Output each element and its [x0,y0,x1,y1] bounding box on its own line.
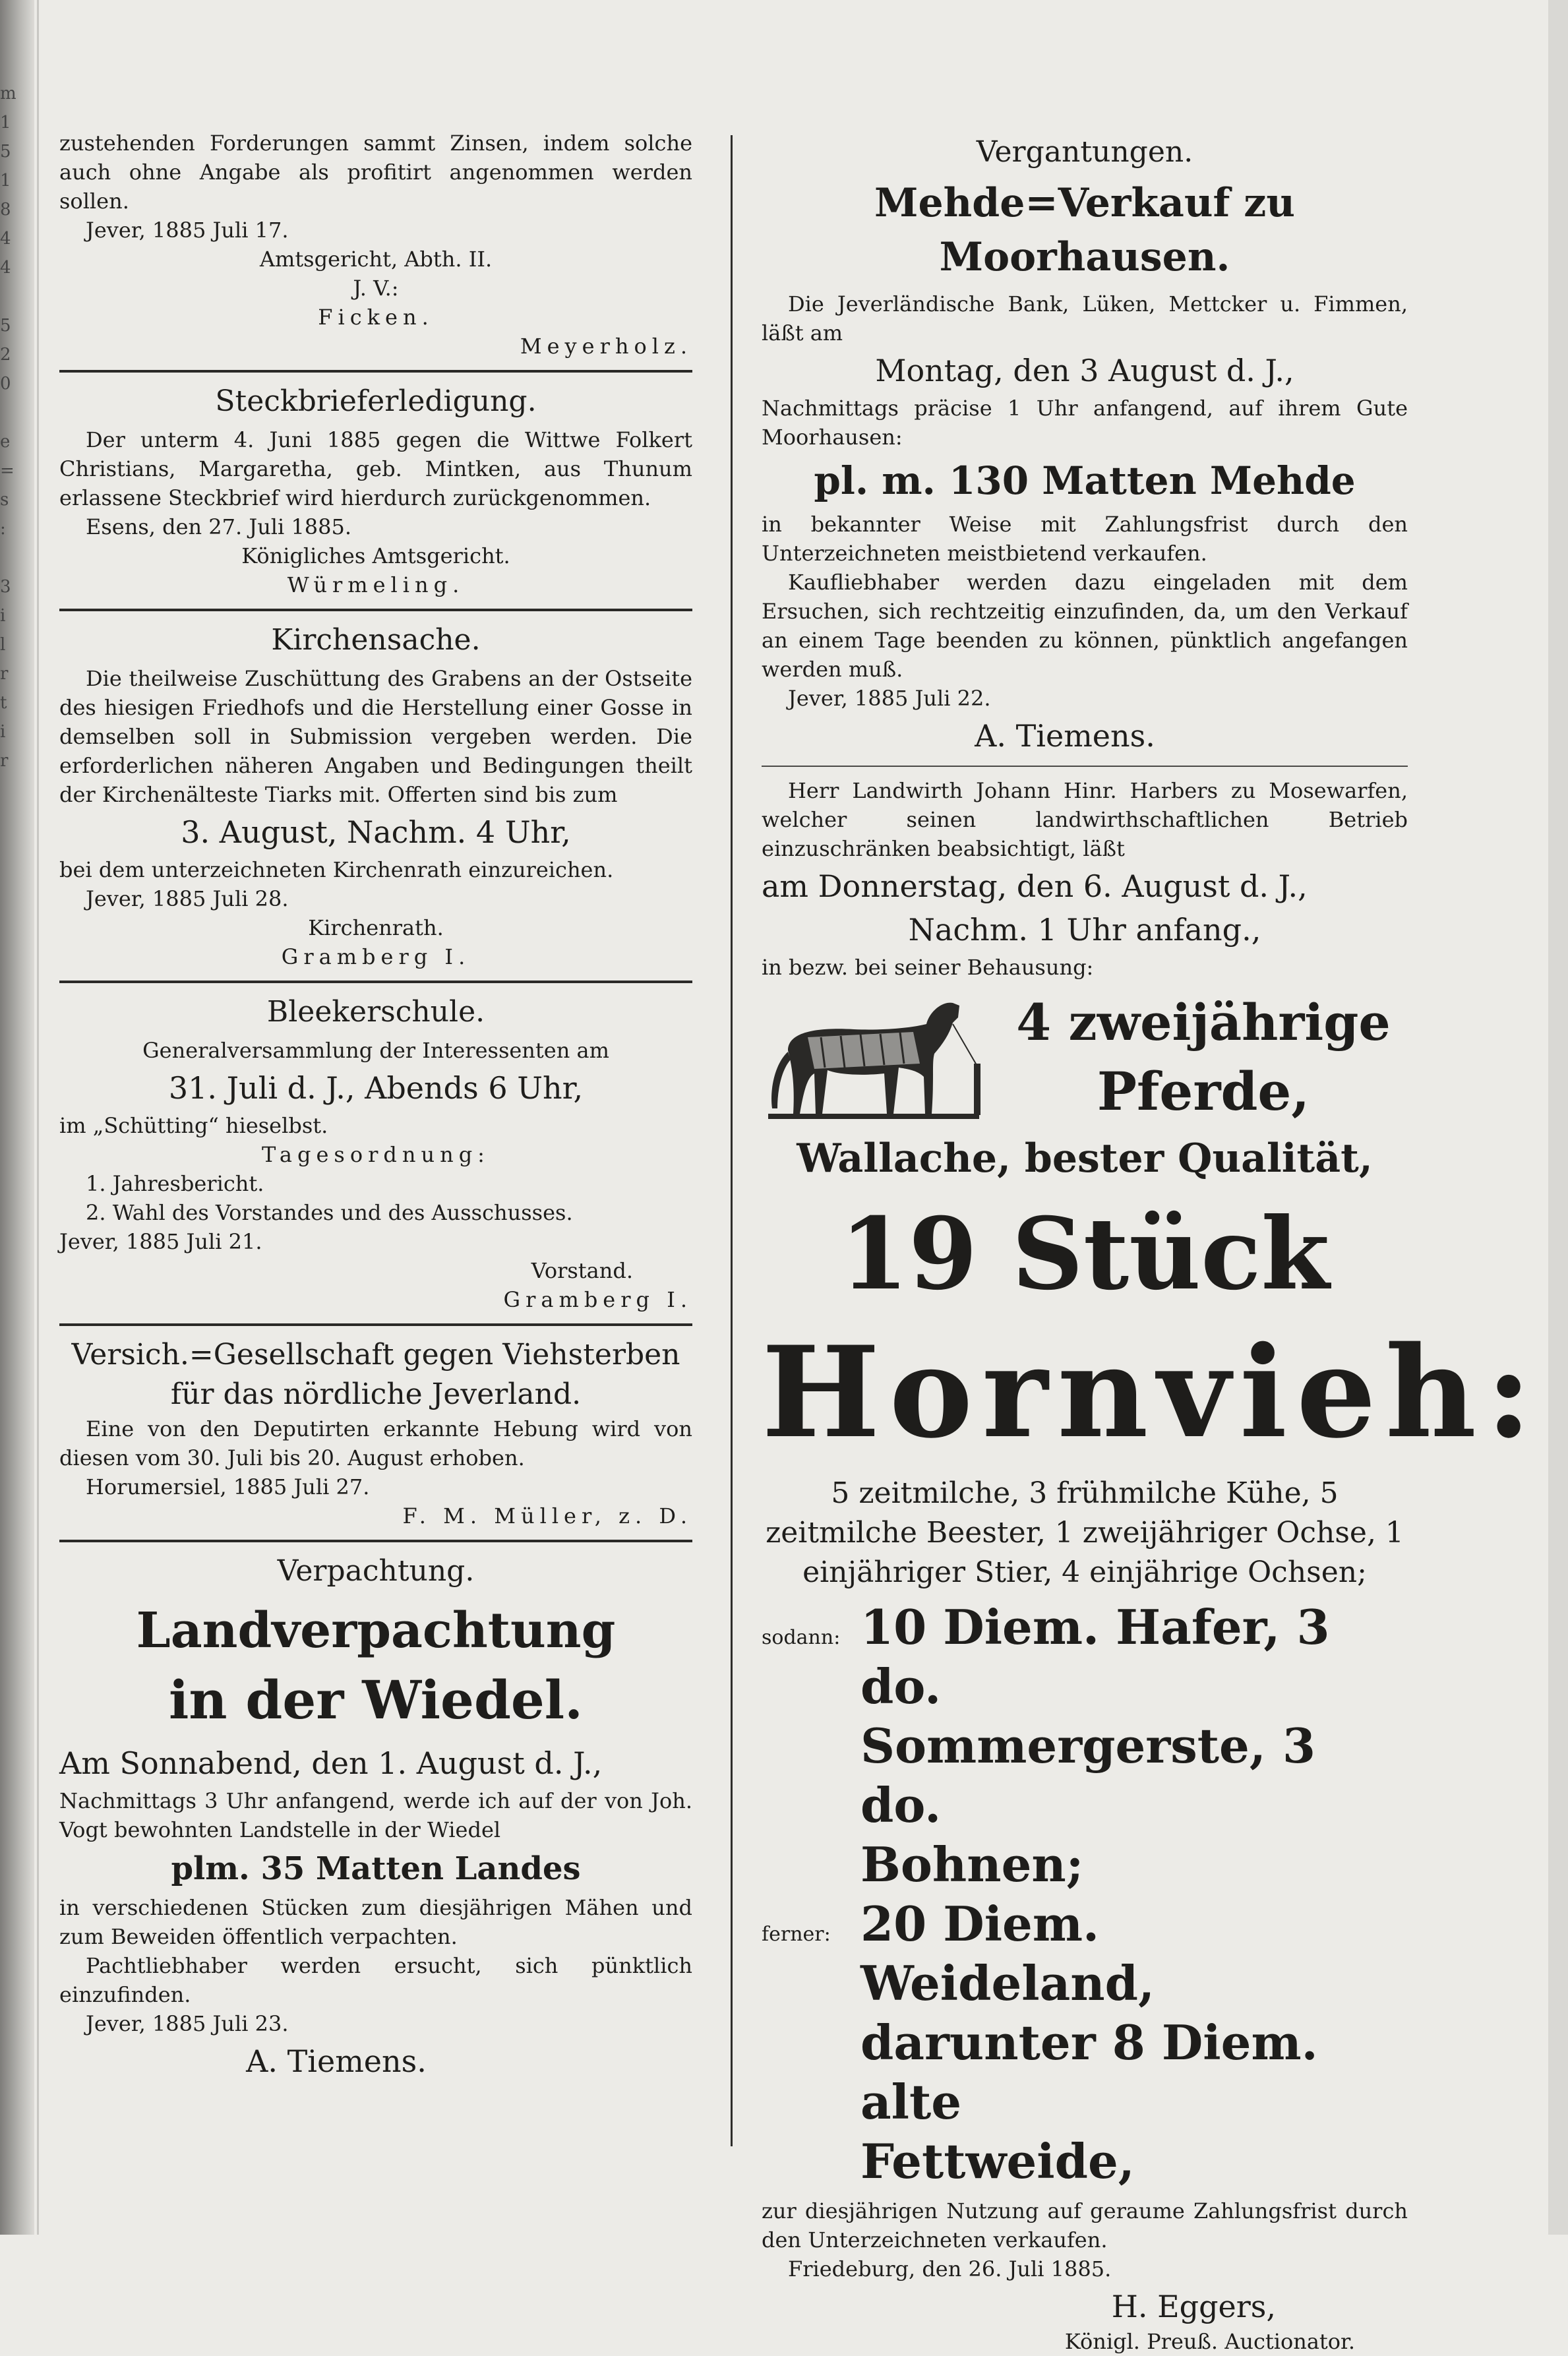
gutter-char: t [0,693,7,713]
verpachtung-headline-2: in der Wiedel. [168,1669,584,1731]
mehde-text-2: Nachmittags präcise 1 Uhr anfangend, auf ihrem Gute Moorhausen: [762,396,1408,450]
versich-title-1: Versich.=Gesellschaft gegen Viehsterben [71,1338,680,1372]
verpachtung-notice [59,1552,692,2082]
cattle-list: 5 zeitmilche, 3 frühmilche Kühe, 5 zeitmilche Beester, 1 zweijähriger Ochse, 1 einjähriger Stier, 4 einjährige Ochsen; [766,1476,1404,1589]
bleeker-agenda-item: 2. Wahl des Vorstandes und des Ausschusses. [86,1200,573,1225]
bleeker-title: Bleekerschule. [266,995,485,1029]
kirchen-notice [59,620,692,971]
horses-label: Pferde, [1097,1060,1310,1122]
gutter-char [0,543,26,572]
sodann-label: sodann: [762,1626,841,1649]
gutter-char: s [0,490,9,510]
harbers-when-1: am Donnerstag, den 6. August d. J., [762,868,1308,904]
bleeker-text: Generalversammlung der Interessenten am [142,1038,609,1063]
page-edge [37,0,39,2235]
section-rule [59,370,692,373]
bleeker-sig-board: Vorstand. [531,1258,633,1283]
harbers-notice [762,776,1542,2356]
versich-title-2: für das nördliche Jeverland. [170,1377,582,1411]
verpachtung-text-3: Pachtliebhaber werden ersucht, sich pünktlich einzufinden. [59,1953,692,2007]
gutter-char: 5 [0,316,11,336]
verpachtung-sig: A. Tiemens. [246,2043,427,2079]
bleeker-sig-name: Gramberg I. [503,1287,692,1312]
intro-text: zustehenden Forderungen sammt Zinsen, indem solche auch ohne Angabe als profitirt angenommen werden sollen. [59,131,692,214]
kirchen-sig-name: Gramberg I. [281,944,471,969]
harbers-sig-name: H. Eggers, [1111,2289,1276,2324]
section-rule [762,766,1408,767]
intro-sig-iv: J. V.: [353,276,399,301]
intro-date: Jever, 1885 Juli 17. [86,218,289,243]
mehde-amount: pl. m. 130 Matten Mehde [814,458,1356,503]
ferner-line-1: 20 Diem. Weideland, [860,1896,1155,2011]
verpachtung-lead: Am Sonnabend, den 1. August d. J., [59,1745,603,1781]
verpachtung-text-2: in verschiedenen Stücken zum diesjährigen Mähen und zum Beweiden öffentlich verpachten. [59,1895,692,1949]
gutter-char: : [0,519,6,539]
gutter-char: l [0,635,6,655]
section-rule [59,609,692,611]
section-rule [59,1323,692,1326]
kirchen-after: bei dem unterzeichneten Kirchenrath einzureichen. [59,857,614,882]
gutter-char [0,398,26,427]
bleeker-where: im „Schütting“ hieselbst. [59,1113,328,1138]
ferner-row [762,2013,1408,2132]
kirchen-deadline: 3. August, Nachm. 4 Uhr, [181,814,571,850]
stueck-headline: 19 Stück [839,1196,1330,1312]
wallache-line: Wallache, bester Qualität, [797,1135,1373,1182]
steckbrief-sig-name: Würmeling. [287,572,465,597]
versich-notice [59,1335,692,1530]
gutter-char: = [0,461,15,481]
sodann-line-1: 10 Diem. Hafer, 3 do. [860,1599,1330,1714]
steckbrief-date: Esens, den 27. Juli 1885. [86,514,352,539]
sodann-line-3: Bohnen; [860,1836,1084,1892]
bleeker-agenda-item: 1. Jahresbericht. [86,1171,264,1196]
gutter-char: i [0,722,6,742]
sodann-row [762,1835,1408,1894]
steckbrief-title: Steckbrieferledigung. [215,384,537,418]
ferner-row [762,1894,1408,2013]
right-column [762,129,1542,2356]
horse-block [762,988,1408,1126]
horses-count: 4 zweijährige [1016,993,1391,1052]
section-rule [59,1540,692,1542]
verpachtung-amount: plm. 35 Matten Landes [171,1850,581,1887]
sodann-row [762,1598,1408,1716]
ferner-row [762,2132,1408,2191]
verpachtung-date: Jever, 1885 Juli 23. [86,2011,289,2036]
ferner-label: ferner: [762,1923,831,1946]
harbers-when-2: Nachm. 1 Uhr anfang., [908,912,1261,948]
intro-notice [59,129,692,361]
kirchen-sig-council: Kirchenrath. [308,915,444,940]
gutter-char: r [0,664,9,684]
mehde-when: Montag, den 3 August d. J., [875,353,1294,388]
verpachtung-text: Nachmittags 3 Uhr anfangend, werde ich auf der von Joh. Vogt bewohnten Landstelle in der Wiedel [59,1788,692,1842]
section-rule [59,981,692,983]
gutter-char: 4 [0,258,11,278]
gutter-text [0,79,26,775]
horse-text [999,988,1408,1126]
mehde-title: Mehde=Verkauf zu Moorhausen. [874,180,1295,280]
mehde-text-4: Kaufliebhaber werden dazu eingeladen mit dem Ersuchen, sich rechtzeitig einzufinden, da, um den Verkauf an einem Tage beenden zu können, pünktlich angefangen werden muß. [762,570,1408,682]
gutter-char: r [0,751,9,771]
verpachtung-kicker: Verpachtung. [277,1554,475,1588]
horse-illustration [762,991,999,1123]
left-column [59,129,692,2084]
intro-sig-name: Ficken. [318,305,434,330]
gutter-char: i [0,606,6,626]
gutter-char: 3 [0,577,11,597]
kirchen-text: Die theilweise Zuschüttung des Grabens an der Ostseite des hiesigen Friedhofs und die Herstellung einer Gosse in demselben soll in Submission vergeben werden. Die erforderlichen näheren Angaben und Bedingungen theilt der Kirchenälteste Tiarks mit. Offerten sind bis zum [59,666,692,807]
bleeker-notice [59,992,692,1314]
kirchen-date: Jever, 1885 Juli 28. [86,886,289,911]
gutter-char [0,282,26,311]
gutter-char: 8 [0,200,11,220]
sodann-line-2: Sommergerste, 3 do. [860,1718,1316,1833]
column-divider [731,135,733,2146]
harbers-date: Friedeburg, den 26. Juli 1885. [788,2256,1112,2281]
bleeker-when: 31. Juli d. J., Abends 6 Uhr, [168,1070,584,1106]
versich-text: Eine von den Deputirten erkannte Hebung wird von diesen vom 30. Juli bis 20. August erhoben. [59,1416,692,1470]
mehde-sig: A. Tiemens. [975,718,1155,754]
gutter-char: 1 [0,113,11,133]
intro-sig-clerk: Meyerholz. [520,334,692,359]
page-right-edge [1548,0,1568,2235]
gutter-char: m [0,84,16,104]
harbers-where: in bezw. bei seiner Behausung: [762,955,1094,980]
gutter-char: 0 [0,374,11,394]
mehde-date: Jever, 1885 Juli 22. [788,686,991,711]
steckbrief-text: Der unterm 4. Juni 1885 gegen die Wittwe Folkert Christians, Margaretha, geb. Mintken, aus Thunum erlassene Steckbrief wird hierdurch zurückgenommen. [59,427,692,510]
bleeker-date: Jever, 1885 Juli 21. [59,1229,262,1254]
ferner-line-2: darunter 8 Diem. alte [860,2014,1318,2130]
gutter-char: 5 [0,142,11,162]
kirchen-title: Kirchensache. [271,623,481,657]
steckbrief-sig-court: Königliches Amtsgericht. [241,543,510,568]
hornvieh-headline: Hornvieh: [762,1319,1542,1466]
ferner-line-3: Fettweide, [860,2133,1135,2189]
gutter-char: 2 [0,345,11,365]
gutter-char: 4 [0,229,11,249]
gutter-char: 1 [0,171,11,191]
verpachtung-headline-1: Landverpachtung [136,1602,616,1659]
mehde-notice [762,133,1408,756]
sodann-row [762,1716,1408,1835]
bleeker-agenda-title: Tagesordnung: [262,1142,490,1167]
versich-date: Horumersiel, 1885 Juli 27. [86,1474,370,1499]
versich-sig: F. M. Müller, z. D. [402,1503,692,1528]
mehde-text-3: in bekannter Weise mit Zahlungsfrist durch den Unterzeichneten meistbietend verkaufen. [762,512,1408,566]
harbers-closing: zur diesjährigen Nutzung auf geraume Zahlungsfrist durch den Unterzeichneten verkaufen. [762,2198,1408,2252]
intro-sig-court: Amtsgericht, Abth. II. [259,247,493,272]
mehde-kicker: Vergantungen. [976,135,1193,169]
harbers-text: Herr Landwirth Johann Hinr. Harbers zu Mosewarfen, welcher seinen landwirthschaftlichen Betrieb einzuschränken beabsichtigt, läßt [762,778,1408,861]
mehde-text: Die Jeverländische Bank, Lüken, Mettcker u. Fimmen, läßt am [762,291,1408,346]
harbers-sig-title: Königl. Preuß. Auctionator. [1064,2329,1355,2354]
gutter-char: e [0,432,11,452]
steckbrief-notice [59,382,692,599]
